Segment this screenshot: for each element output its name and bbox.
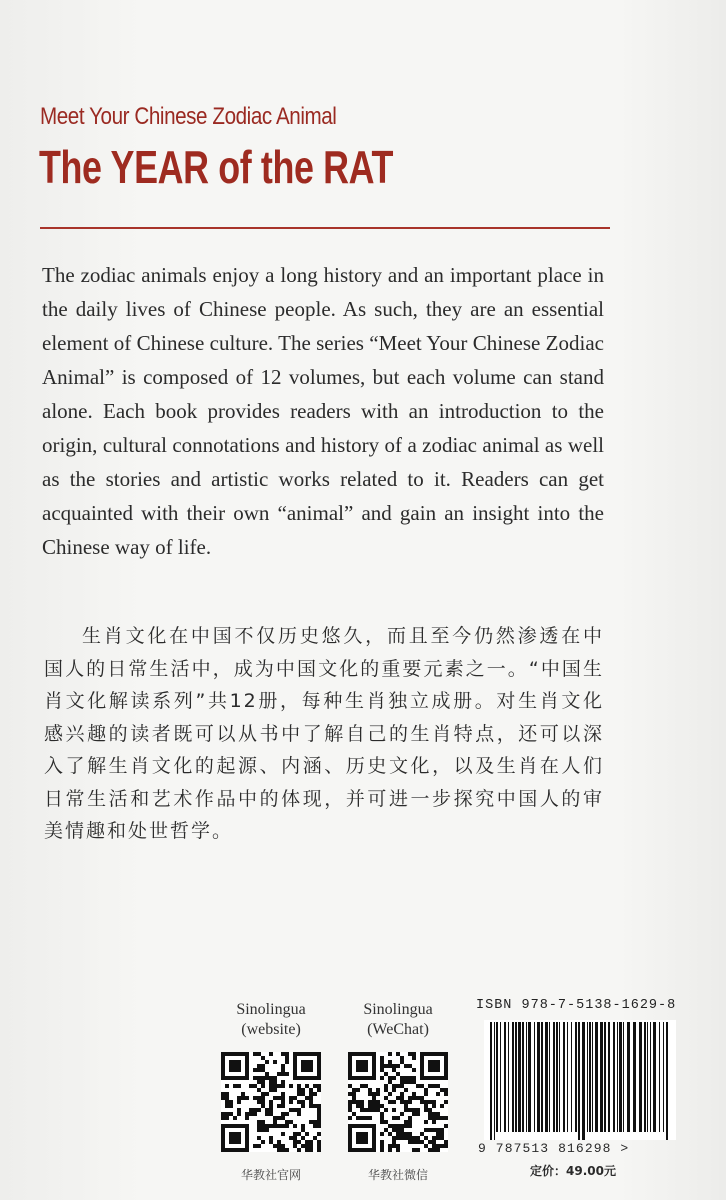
website-qr-block	[216, 1000, 326, 1183]
english-description: The zodiac animals enjoy a long history and an important place in the daily lives of Chinese people. As such, they are an essential element of Chinese culture. The series “Meet Your Chinese Zodiac Animal” is composed of 12 volumes, but each volume can stand alone. Each book provides readers with an introduction to the origin, cultural connotations and history of a zodiac animal as well as the stories and artistic works related to it. Readers can get acquainted with their own “animal” and gain an insight into the Chinese way of life.	[42, 263, 604, 559]
barcode-image	[484, 1020, 676, 1140]
wechat-qr-caption: 华教社微信	[367, 1168, 428, 1182]
website-qr-label-line2: (website)	[241, 1021, 301, 1038]
wechat-qr-code	[348, 1052, 448, 1152]
series-name: Meet Your Chinese Zodiac Animal	[40, 103, 337, 130]
wechat-qr-block	[343, 1000, 453, 1183]
isbn-barcode-block	[476, 998, 684, 1178]
price-label: 定价：49.00元	[530, 1164, 616, 1178]
wechat-qr-label-line1: Sinolingua	[363, 1001, 433, 1018]
barcode-digits: 9 787513 816298 >	[478, 1141, 630, 1156]
website-qr-label-line1: Sinolingua	[236, 1001, 306, 1018]
website-qr-code	[221, 1052, 321, 1152]
wechat-qr-label-line2: (WeChat)	[367, 1021, 429, 1038]
website-qr-caption: 华教社官网	[240, 1168, 301, 1182]
title-divider	[40, 227, 610, 229]
chinese-description: 生肖文化在中国不仅历史悠久，而且至今仍然渗透在中国人的日常生活中，成为中国文化的重要元素之一。“中国生肖文化解读系列”共12册，每种生肖独立成册。对生肖文化感兴趣的读者既可以从书中了解自己的生肖特点，还可以深入了解生肖文化的起源、内涵、历史文化，以及生肖在人们日常生活和艺术作品中的体现，并可进一步探究中国人的审美情趣和处世哲学。	[44, 625, 604, 842]
book-title: The YEAR of the RAT	[39, 141, 394, 193]
isbn-number: ISBN 978-7-5138-1629-8	[476, 998, 677, 1013]
